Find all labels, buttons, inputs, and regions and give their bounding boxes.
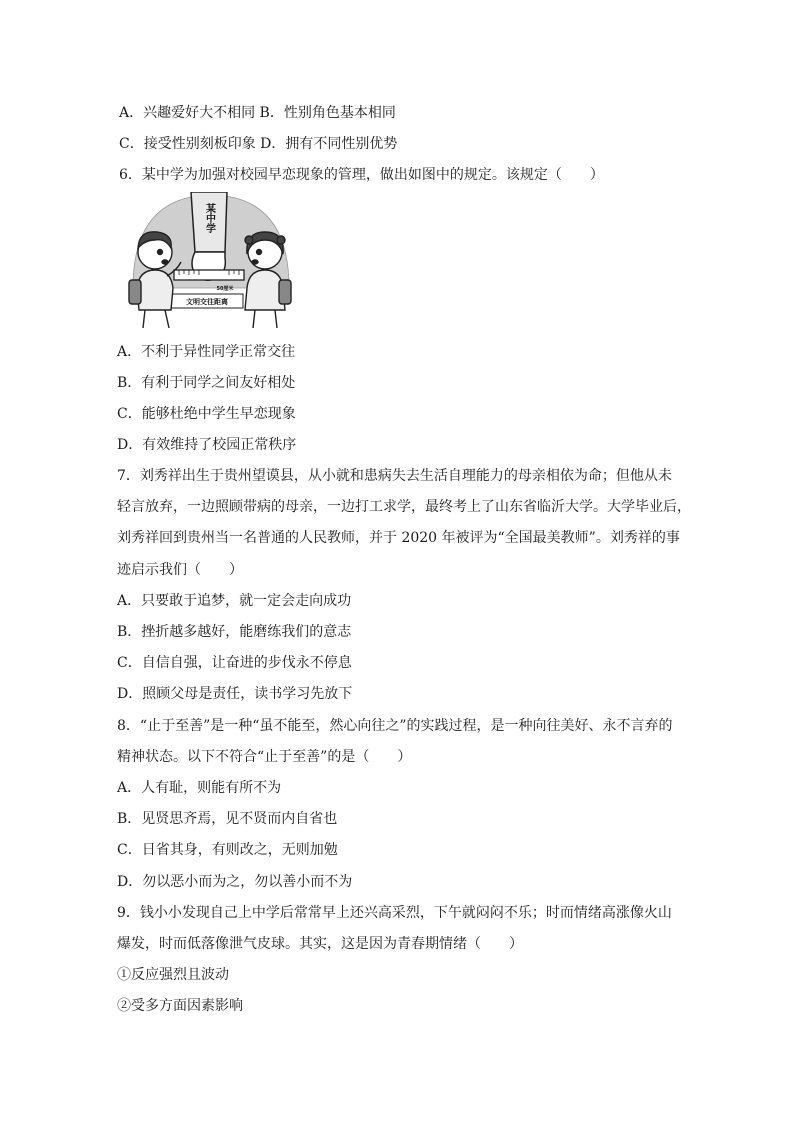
statement-9-2: ②受多方面因素影响 xyxy=(117,998,243,1014)
question-7-stem-2: 轻言放弃，一边照顾带病的母亲，一边打工求学，最终考上了山东省临沂大学。大学毕业后， xyxy=(117,499,691,515)
question-8-stem-1: 8．“止于至善”是一种“虽不能至，然心向往之”的实践过程，是一种向往美好、永不言弃的 xyxy=(117,718,673,734)
option-6d: D．有效维持了校园正常秩序 xyxy=(117,437,297,453)
hand-label-1: 某中学 xyxy=(203,203,215,233)
statement-9-1: ①反应强烈且波动 xyxy=(117,967,229,983)
option-6c: C．能够杜绝中学生早恋现象 xyxy=(117,406,296,422)
option-line-5cd: C．接受性别刻板印象 D．拥有不同性别优势 xyxy=(119,136,398,152)
question-8-stem-2: 精神状态。以下不符合“止于至善”的是（ ） xyxy=(117,749,412,765)
question-7-stem-1: 7．刘秀祥出生于贵州望谟县，从小就和患病失去生活自理能力的母亲相依为命；但他从未 xyxy=(117,468,672,484)
question-6-stem: 6．某中学为加强对校园早恋现象的管理，做出如图中的规定。该规定（ ） xyxy=(119,167,604,183)
option-7a: A．只要敢于追梦，就一定会走向成功 xyxy=(117,593,352,609)
option-line-5ab: A．兴趣爱好大不相同 B．性别角色基本相同 xyxy=(119,105,396,121)
option-7c: C．自信自强，让奋进的步伐永不停息 xyxy=(117,655,352,671)
question-7-stem-4: 迹启示我们（ ） xyxy=(117,562,243,578)
option-8d: D．勿以恶小而为之，勿以善小而不为 xyxy=(117,874,353,890)
question-7-stem-3: 刘秀祥回到贵州当一名普通的人民教师，并于 2020 年被评为“全国最美教师”。刘秀祥的事 xyxy=(117,530,680,546)
sign-text: 文明交往距离 xyxy=(186,298,228,306)
option-8b: B．见贤思齐焉，见不贤而内自省也 xyxy=(117,811,338,827)
option-8a: A．人有耻，则能有所不为 xyxy=(117,780,282,796)
question-9-stem-2: 爆发，时而低落像泄气皮球。其实，这是因为青春期情绪（ ） xyxy=(117,936,523,952)
question-9-stem-1: 9．钱小小发现自己上中学后常常早上还兴高采烈，下午就闷闷不乐；时而情绪高涨像火山 xyxy=(117,905,672,921)
option-6b: B．有利于同学之间友好相处 xyxy=(117,375,296,391)
option-6a: A．不利于异性同学正常交往 xyxy=(117,344,296,360)
option-7b: B．挫折越多越好，能磨练我们的意志 xyxy=(117,624,352,640)
option-8c: C．日省其身，有则改之，无则加勉 xyxy=(117,842,338,858)
ruler-mark-text: 50厘米 xyxy=(216,286,234,292)
option-7d: D．照顾父母是责任，读书学习先放下 xyxy=(117,686,353,702)
school-rule-cartoon xyxy=(125,192,296,330)
